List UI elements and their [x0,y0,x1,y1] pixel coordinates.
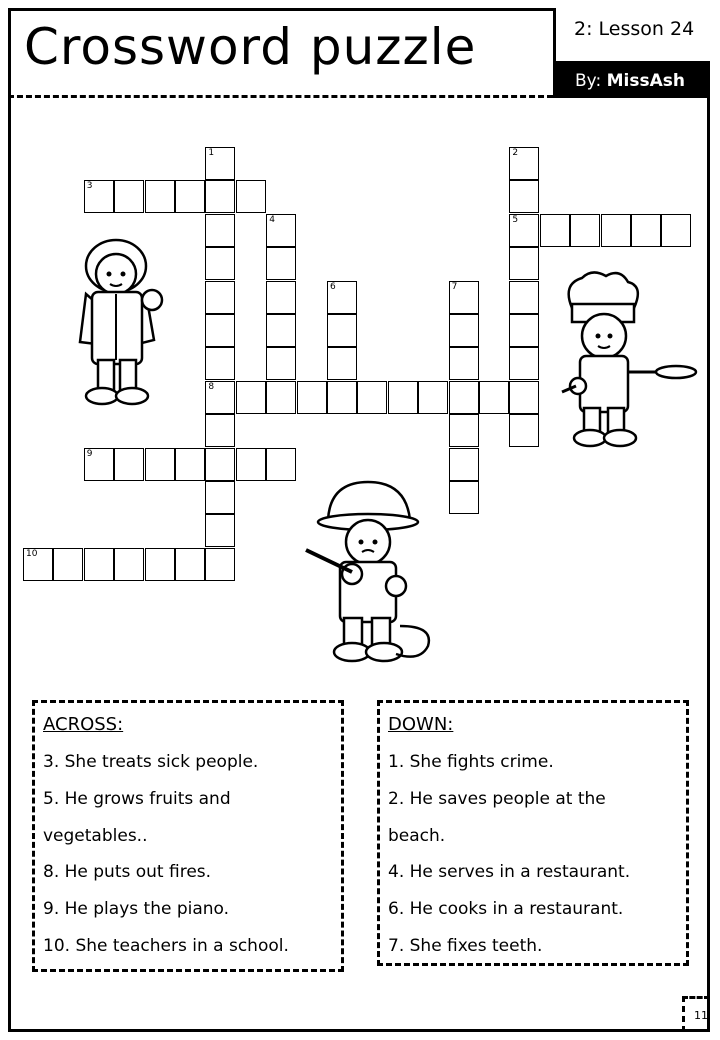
crossword-cell[interactable] [236,381,266,414]
crossword-cell[interactable] [205,481,235,514]
crossword-cell[interactable] [449,347,479,380]
crossword-cell[interactable] [236,448,266,481]
crossword-cell[interactable] [509,381,539,414]
crossword-cell[interactable] [205,414,235,447]
crossword-cell[interactable] [205,281,235,314]
across-clue-9: 9. He plays the piano. [43,899,230,919]
across-clue-8: 8. He puts out fires. [43,862,212,882]
crossword-cell[interactable] [661,214,691,247]
crossword-cell[interactable] [175,180,205,213]
down-clue-1: 1. She fights crime. [388,752,554,772]
across-clue-5-continued: vegetables.. [43,826,148,846]
down-clue-7: 7. She fixes teeth. [388,936,543,956]
clue-number-4: 4 [269,214,275,225]
crossword-cell[interactable] [175,548,205,581]
crossword-cell[interactable] [145,180,175,213]
crossword-cell[interactable] [205,214,235,247]
crossword-cell[interactable] [570,214,600,247]
crossword-cell[interactable] [266,381,296,414]
crossword-cell[interactable] [205,514,235,547]
crossword-cell[interactable] [205,448,235,481]
author-prefix: By: [575,71,607,91]
crossword-cell[interactable] [205,548,235,581]
crossword-cell[interactable] [601,214,631,247]
crossword-cell[interactable] [297,381,327,414]
crossword-cell[interactable] [114,548,144,581]
doctor-illustration [72,232,164,412]
crossword-cell[interactable] [145,448,175,481]
crossword-cell[interactable] [145,548,175,581]
crossword-cell[interactable] [205,247,235,280]
crossword-cell[interactable] [418,381,448,414]
page-number: 11 [694,1009,708,1022]
crossword-cell[interactable] [53,548,83,581]
crossword-cell[interactable] [449,481,479,514]
crossword-cell[interactable] [84,548,114,581]
down-heading: DOWN: [388,714,454,735]
crossword-cell[interactable] [114,180,144,213]
down-clue-2-continued: beach. [388,826,446,846]
crossword-cell[interactable] [266,347,296,380]
crossword-cell[interactable] [205,314,235,347]
crossword-cell[interactable] [327,381,357,414]
crossword-cell[interactable] [479,381,509,414]
crossword-cell[interactable] [266,247,296,280]
title-area [8,8,553,98]
clue-number-1: 1 [208,148,215,158]
crossword-cell[interactable] [357,381,387,414]
author-name: MissAsh [606,71,685,91]
page-title: Crossword puzzle [24,18,477,76]
crossword-cell[interactable] [631,214,661,247]
clue-number-3: 3 [86,181,93,192]
crossword-cell[interactable] [266,448,296,481]
crossword-cell[interactable] [509,180,539,213]
crossword-cell[interactable] [449,381,479,414]
crossword-cell[interactable] [509,347,539,380]
crossword-cell[interactable] [449,314,479,347]
crossword-cell[interactable] [540,214,570,247]
crossword-cell[interactable] [114,448,144,481]
crossword-cell[interactable] [449,448,479,481]
lesson-box [553,8,710,64]
firefighter-illustration [300,476,440,672]
crossword-cell[interactable] [266,314,296,347]
across-clue-5: 5. He grows fruits and [43,789,231,809]
crossword-cell[interactable] [205,347,235,380]
crossword-cell[interactable] [205,180,235,213]
clue-number-7: 7 [451,281,458,292]
crossword-cell[interactable] [509,281,539,314]
across-clue-10: 10. She teachers in a school. [43,936,289,956]
across-clue-3: 3. She treats sick people. [43,752,259,772]
down-clue-2: 2. He saves people at the [388,789,606,809]
clue-number-2: 2 [512,148,519,158]
down-clue-4: 4. He serves in a restaurant. [388,862,631,882]
crossword-cell[interactable] [175,448,205,481]
crossword-cell[interactable] [327,314,357,347]
clue-number-6: 6 [330,281,336,292]
page-number-box [682,996,710,1032]
author-box [553,64,710,98]
down-clue-6: 6. He cooks in a restaurant. [388,899,624,919]
crossword-cell[interactable] [449,414,479,447]
across-heading: ACROSS: [43,714,124,735]
crossword-cell[interactable] [509,314,539,347]
crossword-cell[interactable] [388,381,418,414]
crossword-cell[interactable] [509,247,539,280]
clue-number-9: 9 [86,448,93,459]
clue-number-10: 10 [26,548,38,559]
crossword-cell[interactable] [236,180,266,213]
clue-number-5: 5 [512,214,519,225]
lesson-label: 2: Lesson 24 [574,18,695,40]
crossword-cell[interactable] [327,347,357,380]
crossword-cell[interactable] [509,414,539,447]
crossword-cell[interactable] [266,281,296,314]
chef-illustration [558,268,698,458]
clue-number-8: 8 [208,381,215,392]
author-label [575,71,685,91]
